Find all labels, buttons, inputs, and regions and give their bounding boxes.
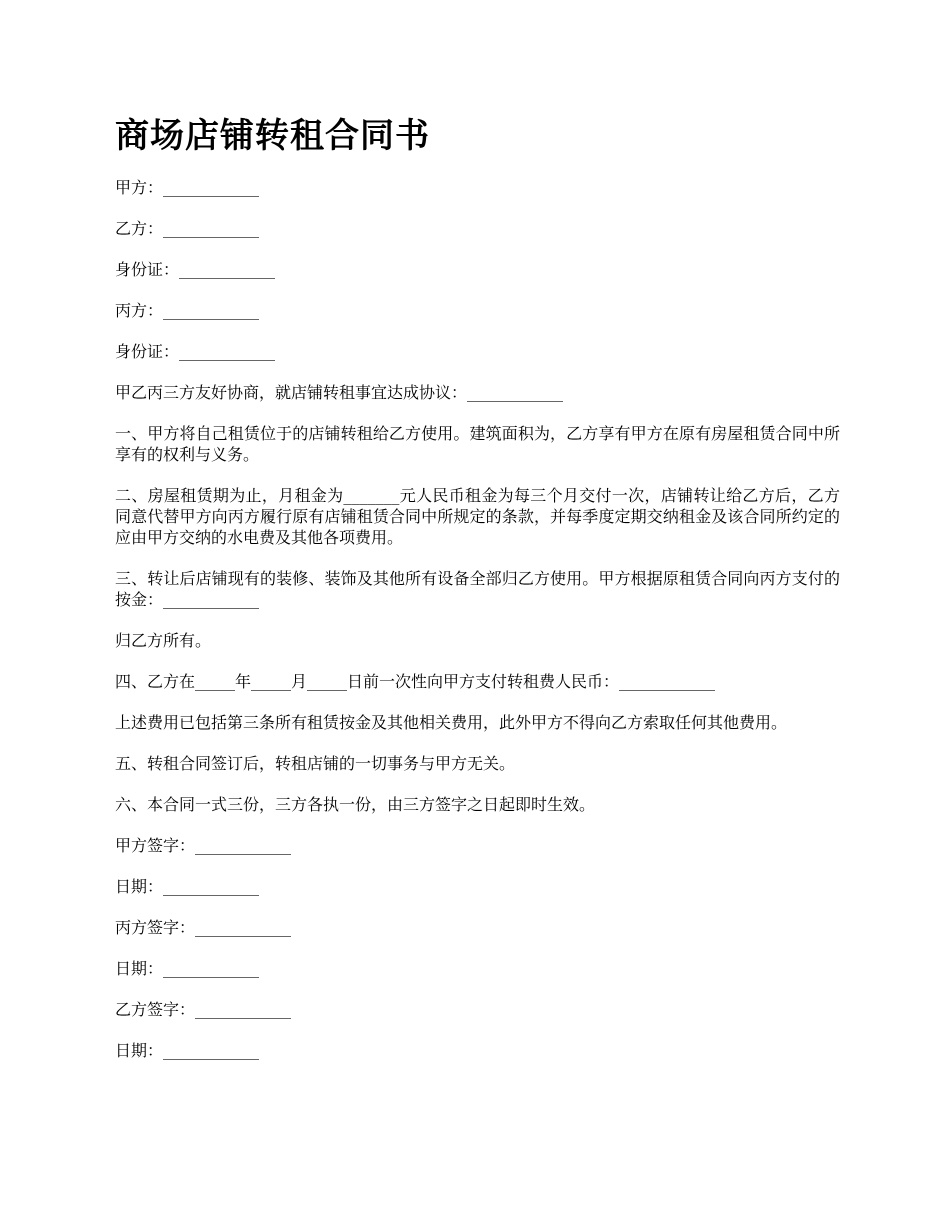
document-title: 商场店铺转租合同书	[115, 116, 430, 156]
party-c-line: 丙方：____________	[115, 301, 260, 320]
party-c-signature-line: 丙方签字：____________	[115, 918, 292, 937]
party-a-date-line: 日期：____________	[115, 877, 260, 896]
clause-3-continued: 归乙方所有。	[115, 631, 212, 650]
party-b-line: 乙方：____________	[115, 219, 260, 238]
clause-4-note: 上述费用已包括第三条所有租赁按金及其他相关费用，此外甲方不得向乙方索取任何其他费用。	[115, 713, 788, 732]
party-b-id-line: 身份证：____________	[115, 260, 276, 279]
document-body	[115, 177, 840, 1061]
party-b-date-line: 日期：____________	[115, 1041, 260, 1060]
party-b-signature-line: 乙方签字：____________	[115, 1000, 292, 1019]
document-page	[115, 112, 840, 1081]
clause-6: 六、本合同一式三份，三方各执一份，由三方签字之日起即时生效。	[115, 795, 596, 814]
agreement-intro: 甲乙丙三方友好协商，就店铺转租事宜达成协议：____________	[115, 383, 564, 402]
party-a-signature-line: 甲方签字：____________	[115, 836, 292, 855]
party-a-line: 甲方：____________	[115, 178, 260, 197]
clause-2: 二、房屋租赁期为止，月租金为_______元人民币租金为每三个月交付一次，店铺转让给乙方后，乙方同意代替甲方向丙方履行原有店铺租赁合同中所规定的条款，并每季度定期交纳租金及该合同所约定的应由甲方交纳的水电费及其他各项费用。	[115, 486, 840, 547]
clause-4: 四、乙方在_____年_____月_____日前一次性向甲方支付转租费人民币：____________	[115, 672, 716, 691]
party-c-date-line: 日期：____________	[115, 959, 260, 978]
clause-5: 五、转租合同签订后，转租店铺的一切事务与甲方无关。	[115, 754, 516, 773]
clause-1: 一、甲方将自己租赁位于的店铺转租给乙方使用。建筑面积为，乙方享有甲方在原有房屋租赁合同中所享有的权利与义务。	[115, 424, 840, 464]
party-c-id-line: 身份证：____________	[115, 342, 276, 361]
clause-3: 三、转让后店铺现有的装修、装饰及其他所有设备全部归乙方使用。甲方根据原租赁合同向丙方支付的按金：____________	[115, 569, 840, 609]
